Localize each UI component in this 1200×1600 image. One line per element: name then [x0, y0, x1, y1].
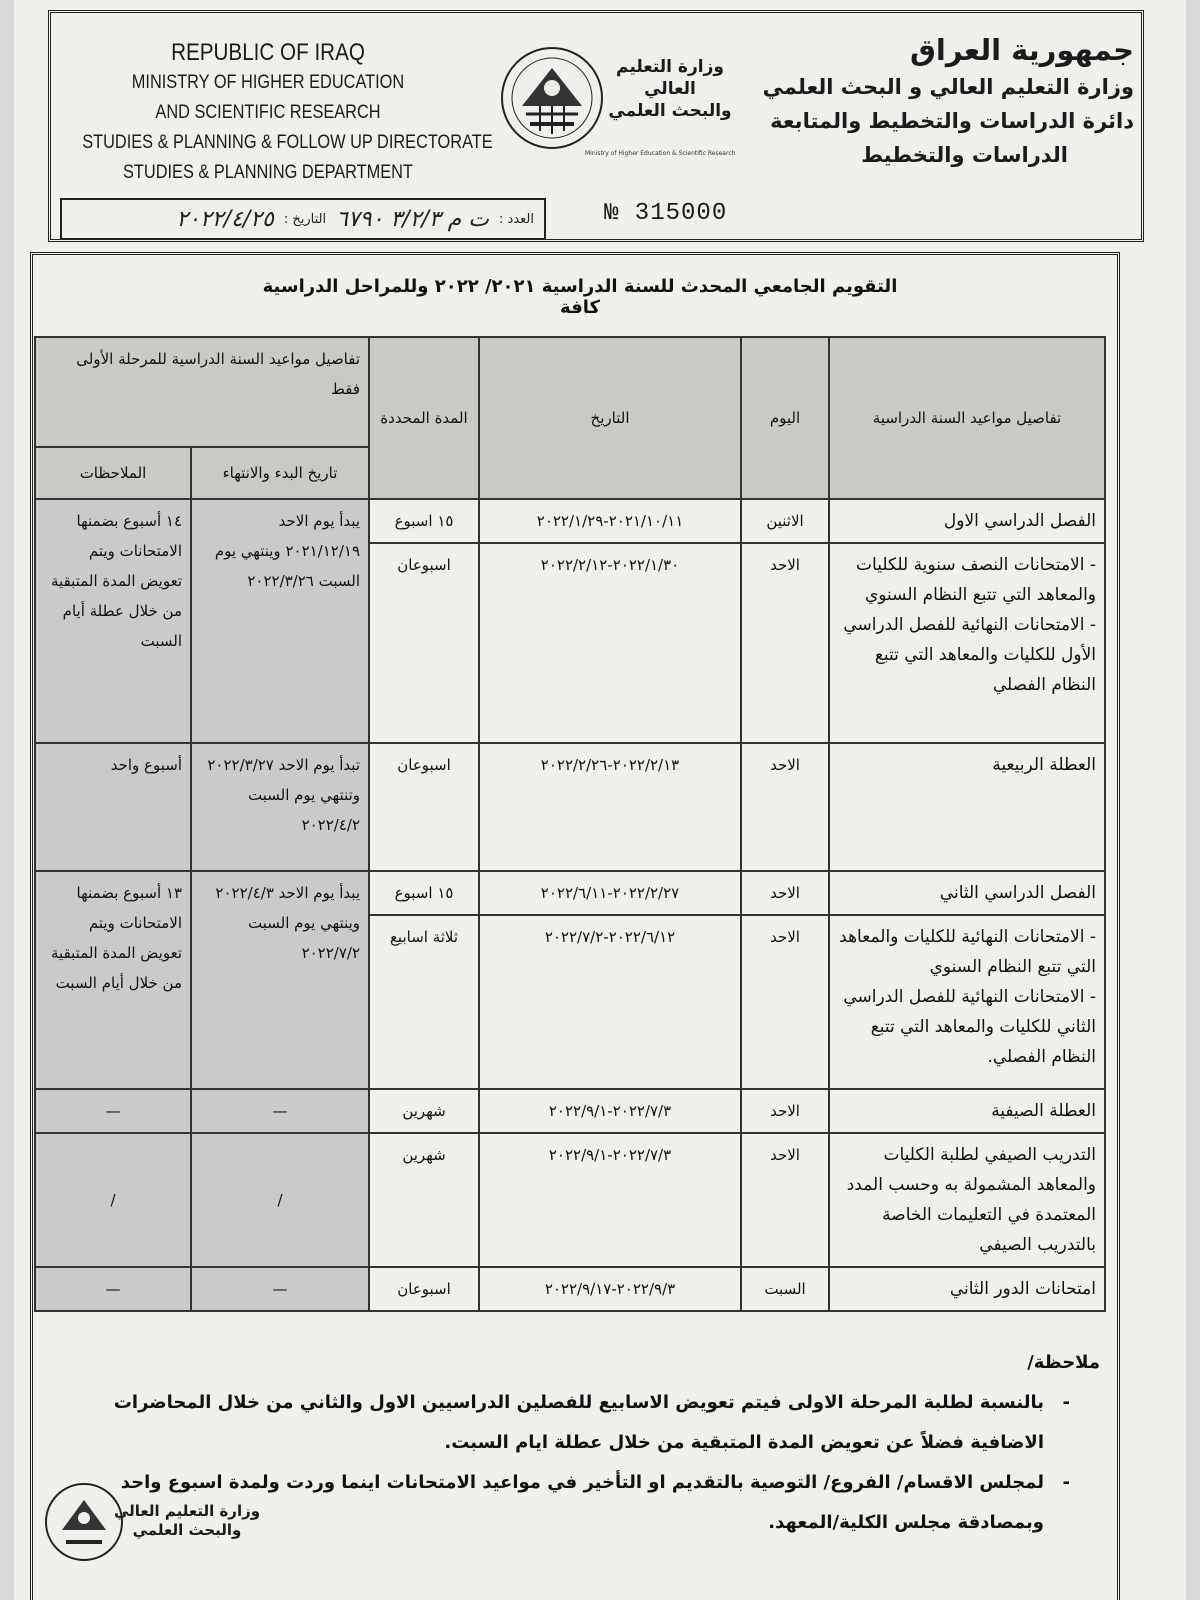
row-start-end: /	[191, 1133, 369, 1267]
row-date: ٢٠٢٢/٦/١٢-٢٠٢٢/٧/٢	[479, 915, 741, 1089]
row-duration: شهرين	[369, 1089, 479, 1133]
footer-logo-line-2: والبحث العلمي	[132, 1521, 242, 1539]
row-duration: اسبوعان	[369, 743, 479, 871]
row-notes: /	[35, 1133, 191, 1267]
row-details: امتحانات الدور الثاني	[829, 1267, 1105, 1311]
row-details	[829, 543, 1105, 743]
row-details: الفصل الدراسي الاول	[829, 499, 1105, 543]
row-day: السبت	[741, 1267, 829, 1311]
row-date: ٢٠٢٢/٧/٣-٢٠٢٢/٩/١	[479, 1089, 741, 1133]
en-directorate: STUDIES & PLANNING & FOLLOW UP DIRECTORATE	[82, 132, 493, 153]
table-row	[35, 1089, 1105, 1133]
row-notes: أسبوع واحد	[35, 743, 191, 871]
table-row	[35, 1267, 1105, 1311]
footer-logo-line-1: وزارة التعليم العالي	[113, 1502, 261, 1520]
footer-logo-title	[112, 1502, 262, 1540]
letterhead-english	[52, 38, 493, 188]
header-start-end: تاريخ البدء والانتهاء	[191, 447, 369, 499]
ar-ministry: وزارة التعليم العالي و البحث العلمي	[762, 75, 1134, 99]
logo-arabic-title	[590, 56, 750, 122]
row-details: الفصل الدراسي الثاني	[829, 871, 1105, 915]
row-duration: ١٥ اسبوع	[369, 499, 479, 543]
row-details: التدريب الصيفي لطلبة الكليات والمعاهد المشمولة به وحسب المدد المعتمدة في التعليمات الخاصة بالتدريب الصيفي	[829, 1133, 1105, 1267]
row-start-end: —	[191, 1267, 369, 1311]
academic-calendar-table	[34, 336, 1106, 1312]
en-department: STUDIES & PLANNING DEPARTMENT	[123, 162, 413, 183]
row-day: الاثنين	[741, 499, 829, 543]
table-row	[35, 871, 1105, 915]
row-day: الاحد	[741, 1133, 829, 1267]
row-start-end: —	[191, 1089, 369, 1133]
table-row	[35, 499, 1105, 543]
row-details: العطلة الصيفية	[829, 1089, 1105, 1133]
row-day: الاحد	[741, 871, 829, 915]
row-details	[829, 915, 1105, 1089]
row-day: الاحد	[741, 1089, 829, 1133]
row-duration: اسبوعان	[369, 1267, 479, 1311]
document-number: № 315000	[604, 200, 728, 227]
header-notes: الملاحظات	[35, 447, 191, 499]
row-notes: —	[35, 1089, 191, 1133]
date-value: ٢٠٢٢/٤/٢٥	[176, 206, 274, 232]
row-start-end: يبدأ يوم الاحد ٢٠٢٢/٤/٣ وينتهي يوم السبت ٢٠٢٢/٧/٢	[191, 871, 369, 1089]
row-duration: شهرين	[369, 1133, 479, 1267]
reference-box	[60, 198, 546, 240]
en-ministry-line-1: MINISTRY OF HIGHER EDUCATION	[131, 72, 405, 93]
row-date: ٢٠٢٢/٢/٢٧-٢٠٢٢/٦/١١	[479, 871, 741, 915]
row-notes: —	[35, 1267, 191, 1311]
row-details-item: - الامتحانات النهائية للكليات والمعاهد التي تتبع النظام السنوي	[839, 927, 1097, 977]
header-day: اليوم	[741, 337, 829, 499]
row-notes: ١٤ أسبوع بضمنها الامتحانات ويتم تعويض المدة المتبقية من خلال عطلة أيام السبت	[35, 499, 191, 743]
letterhead-arabic	[754, 30, 1134, 172]
document-title: التقويم الجامعي المحدث للسنة الدراسية ٢٠٢١/ ٢٠٢٢ وللمراحل الدراسية كافة	[262, 276, 898, 318]
row-duration: ثلاثة اسابيع	[369, 915, 479, 1089]
en-country: REPUBLIC OF IRAQ	[171, 39, 365, 66]
row-details: العطلة الربيعية	[829, 743, 1105, 871]
row-date: ٢٠٢٢/٧/٣-٢٠٢٢/٩/١	[479, 1133, 741, 1267]
row-date: ٢٠٢٢/٢/١٣-٢٠٢٢/٢/٢٦	[479, 743, 741, 871]
header-duration: المدة المحددة	[369, 337, 479, 499]
note-item: - بالنسبة لطلبة المرحلة الاولى فيتم تعويض الاسابيع للفصلين الدراسيين الاول والثاني من خلال المحاضرات الاضافية فضلاً عن تعويض المدة المتبقية من خلال عطلة ايام السبت.	[40, 1383, 1100, 1463]
note-item: - لمجلس الاقسام/ الفروع/ التوصية بالتقديم او التأخير في مواعيد الامتحانات اينما وردت ولمدة اسبوع واحد وبمصادقة مجلس الكلية/المعهد.	[40, 1463, 1100, 1543]
ref-label: العدد :	[499, 211, 534, 227]
row-date: ٢٠٢٢/١/٣٠-٢٠٢٢/٢/١٢	[479, 543, 741, 743]
row-details-item: - الامتحانات النصف سنوية للكليات والمعاهد التي تتبع النظام السنوي	[856, 555, 1097, 605]
row-start-end: يبدأ يوم الاحد ٢٠٢١/١٢/١٩ وينتهي يوم السبت ٢٠٢٢/٣/٢٦	[191, 499, 369, 743]
row-notes: ١٣ أسبوع بضمنها الامتحانات ويتم تعويض المدة المتبقية من خلال أيام السبت	[35, 871, 191, 1089]
ar-country: جمهورية العراق	[909, 33, 1134, 67]
ar-directorate: دائرة الدراسات والتخطيط والمتابعة	[770, 109, 1134, 133]
row-day: الاحد	[741, 915, 829, 1089]
table-row	[35, 743, 1105, 871]
header-date: التاريخ	[479, 337, 741, 499]
table-header-row	[35, 337, 1105, 447]
row-details-item: - الامتحانات النهائية للفصل الدراسي الثاني للكليات والمعاهد التي تتبع النظام الفصلي.	[843, 987, 1097, 1067]
row-day: الاحد	[741, 743, 829, 871]
ar-department: الدراسات والتخطيط	[861, 143, 1068, 167]
header-first-stage: تفاصيل مواعيد السنة الدراسية للمرحلة الأولى فقط	[35, 337, 369, 447]
row-duration: ١٥ اسبوع	[369, 871, 479, 915]
logo-title-line-2: والبحث العلمي	[608, 101, 732, 121]
date-label: التاريخ :	[283, 211, 327, 227]
row-date: ٢٠٢٢/٩/٣-٢٠٢٢/٩/١٧	[479, 1267, 741, 1311]
logo-title-line-1: وزارة التعليم العالي	[616, 57, 724, 99]
header-details: تفاصيل مواعيد السنة الدراسية	[829, 337, 1105, 499]
ministry-logo	[500, 36, 780, 166]
logo-english-subtitle: Ministry of Higher Education & Scientific Research	[585, 150, 736, 157]
row-duration: اسبوعان	[369, 543, 479, 743]
notes-heading: ملاحظة/	[1027, 1352, 1100, 1373]
ref-value: ت م ٣/٢/٣ ٦٧٩٠	[336, 206, 490, 232]
table-row	[35, 1133, 1105, 1267]
row-date: ٢٠٢١/١٠/١١-٢٠٢٢/١/٢٩	[479, 499, 741, 543]
en-ministry-line-2: AND SCIENTIFIC RESEARCH	[155, 102, 381, 123]
row-start-end: تبدأ يوم الاحد ٢٠٢٢/٣/٢٧ وتنتهي يوم السبت ٢٠٢٢/٤/٢	[191, 743, 369, 871]
row-day: الاحد	[741, 543, 829, 743]
row-details-item: - الامتحانات النهائية للفصل الدراسي الأول للكليات والمعاهد التي تتبع النظام الفصلي	[843, 615, 1097, 695]
